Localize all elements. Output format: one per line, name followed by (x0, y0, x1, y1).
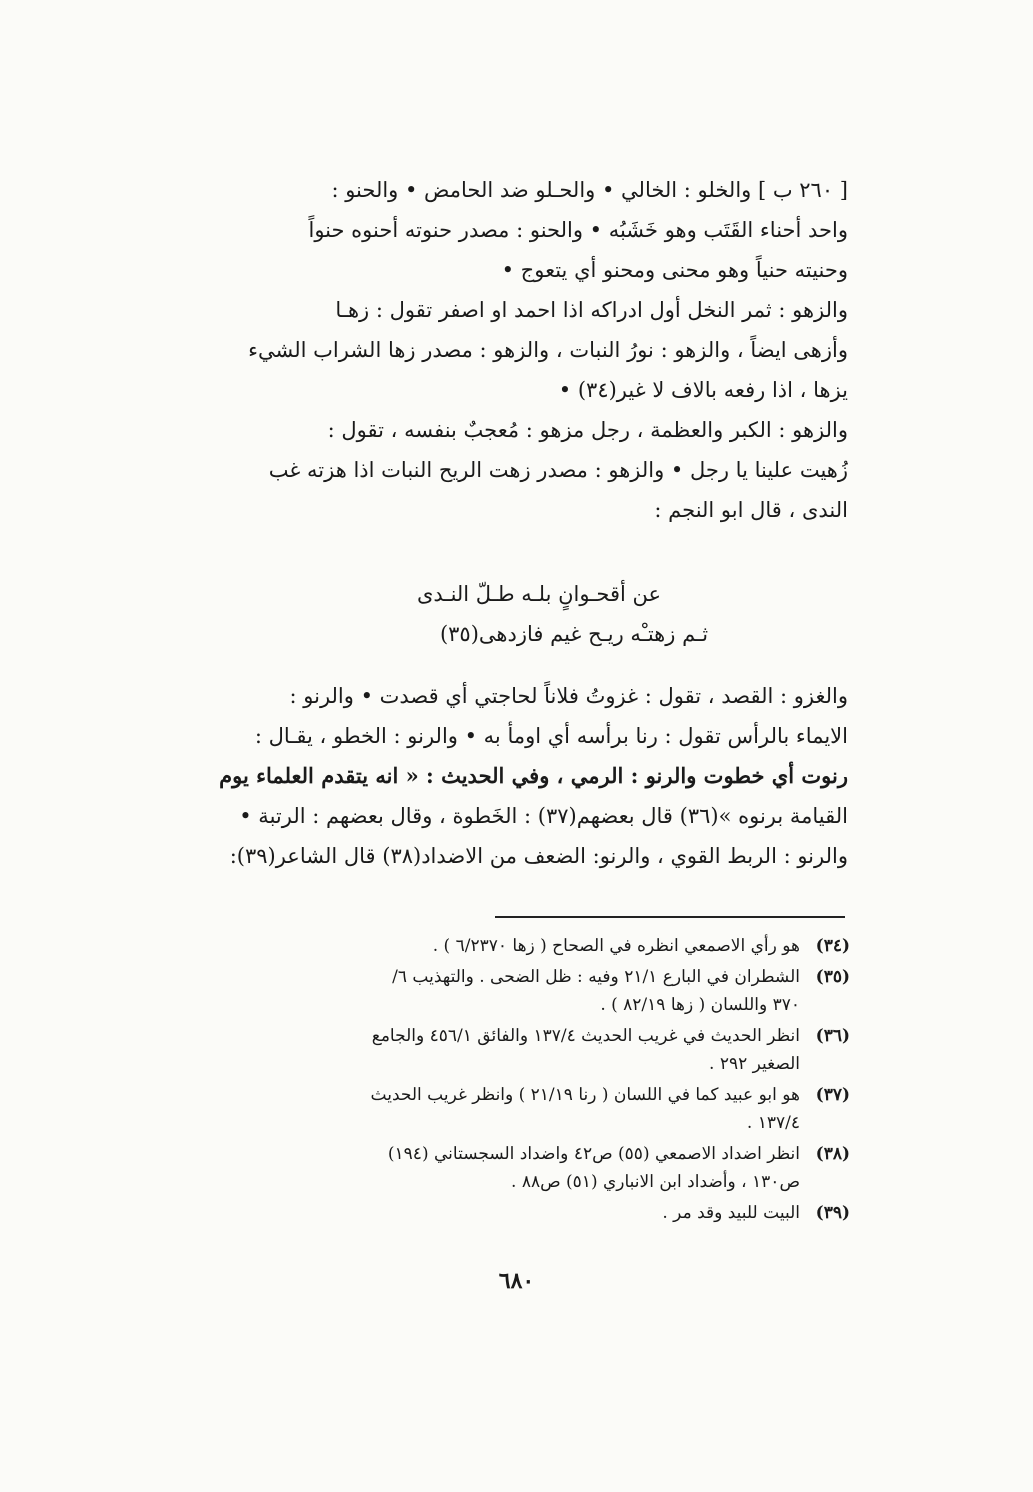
text-line: والزهو : ثمر النخل أول ادراكه اذا احمد او اصفر تقول : زهـا (335, 298, 848, 322)
footnote-number: (٣٤) (815, 936, 850, 956)
text-line: وأزهى ايضاً ، والزهو : نورُ النبات ، والزهو : مصدر زها الشراب الشيء (248, 338, 848, 362)
footnote-divider (495, 916, 845, 918)
poem-line-2: ثـم زهتـْه ريـح غيم فازدهى(٣٥) (439, 622, 709, 646)
text-line: يزها ، اذا رفعه بالاف لا غير(٣٤) • (558, 378, 848, 402)
text-line: والرنو : الربط القوي ، والرنو: الضعف من الاضداد(٣٨) قال الشاعر(٣٩): (229, 844, 848, 868)
text-line: الندى ، قال ابو النجم : (654, 498, 848, 522)
poem-verse (190, 574, 848, 654)
footnote-text: هو ابو عبيد كما في اللسان ( رنا ٢١/١٩ ) وانظر غريب الحديث (370, 1085, 800, 1105)
footnote-text: انظر الحديث في غريب الحديث ١٣٧/٤ والفائق ٤٥٦/١ والجامع (371, 1026, 800, 1046)
text-line: [ ٢٦٠ ب ] والخلو : الخالي • والحـلو ضد الحامض • والحنو : (331, 178, 848, 202)
footnote-37 (190, 1081, 850, 1137)
text-line: والزهو : الكبر والعظمة ، رجل مزهو : مُعجبٌ بنفسه ، تقول : (327, 418, 848, 442)
page-number: ٦٨٠ (498, 1268, 535, 1294)
footnote-36 (190, 1022, 850, 1078)
text-line: والغزو : القصد ، تقول : غزوتُ فلاناً لحاجتي أي قصدت • والرنو : (289, 684, 848, 708)
footnote-number: (٣٩) (815, 1203, 850, 1223)
footnote-text: انظر اضداد الاصمعي (٥٥) ص٤٢ واضداد السجستاني (١٩٤) (387, 1144, 800, 1164)
text-line: رنوت أي خطوت والرنو : الرمي ، وفي الحديث : « انه يتقدم العلماء يوم (219, 763, 848, 788)
footnote-number: (٣٨) (815, 1144, 850, 1164)
footnote-text: الصغير ٢٩٢ . (709, 1054, 800, 1074)
text-line: القيامة برنوه »(٣٦) قال بعضهم(٣٧) : الخَطوة ، وقال بعضهم : الرتبة • (239, 804, 848, 828)
paragraph-2 (190, 290, 848, 410)
footnote-number: (٣٦) (815, 1026, 850, 1046)
footnote-35 (190, 963, 850, 1019)
paragraph-3 (190, 410, 848, 530)
paragraph-4 (190, 676, 848, 876)
footnote-text: البيت للبيد وقد مر . (662, 1203, 800, 1223)
text-line: وحنيته حنياً وهو محنى ومحنو أي يتعوج • (501, 258, 848, 282)
footnote-number: (٣٧) (815, 1085, 850, 1105)
footnote-text: ١٣٧/٤ . (746, 1113, 800, 1133)
footnote-text: ٣٧٠ واللسان ( زها ٨٢/١٩ ) . (600, 995, 800, 1015)
footnote-34 (190, 932, 850, 960)
footnote-39 (190, 1199, 850, 1227)
footnotes (190, 932, 850, 1230)
footnote-text: الشطران في البارع ٢١/١ وفيه : ظل الضحى . والتهذيب ٦/ (392, 967, 800, 987)
main-text (190, 170, 848, 530)
text-line: زُهيت علينا يا رجل • والزهو : مصدر زهت الريح النبات اذا هزته غب (268, 458, 848, 482)
text-line: الايماء بالرأس تقول : رنا برأسه أي اومأ به • والرنو : الخطو ، يقـال : (254, 724, 848, 748)
footnote-38 (190, 1140, 850, 1196)
paragraph-1 (190, 170, 848, 290)
footnote-number: (٣٥) (815, 967, 850, 987)
footnote-text: ص١٣٠ ، وأضداد ابن الانباري (٥١) ص٨٨ . (511, 1172, 800, 1192)
text-line: واحد أحناء القَتَب وهو خَشَبُه • والحنو : مصدر حنوته أحنوه حنواً (308, 218, 848, 242)
footnote-text: هو رأي الاصمعي انظره في الصحاح ( زها ٦/٢٣٧٠ ) . (432, 936, 800, 956)
poem-line-1: عن أقحـوانٍ بلـه طـلّ النـدى (416, 582, 662, 606)
